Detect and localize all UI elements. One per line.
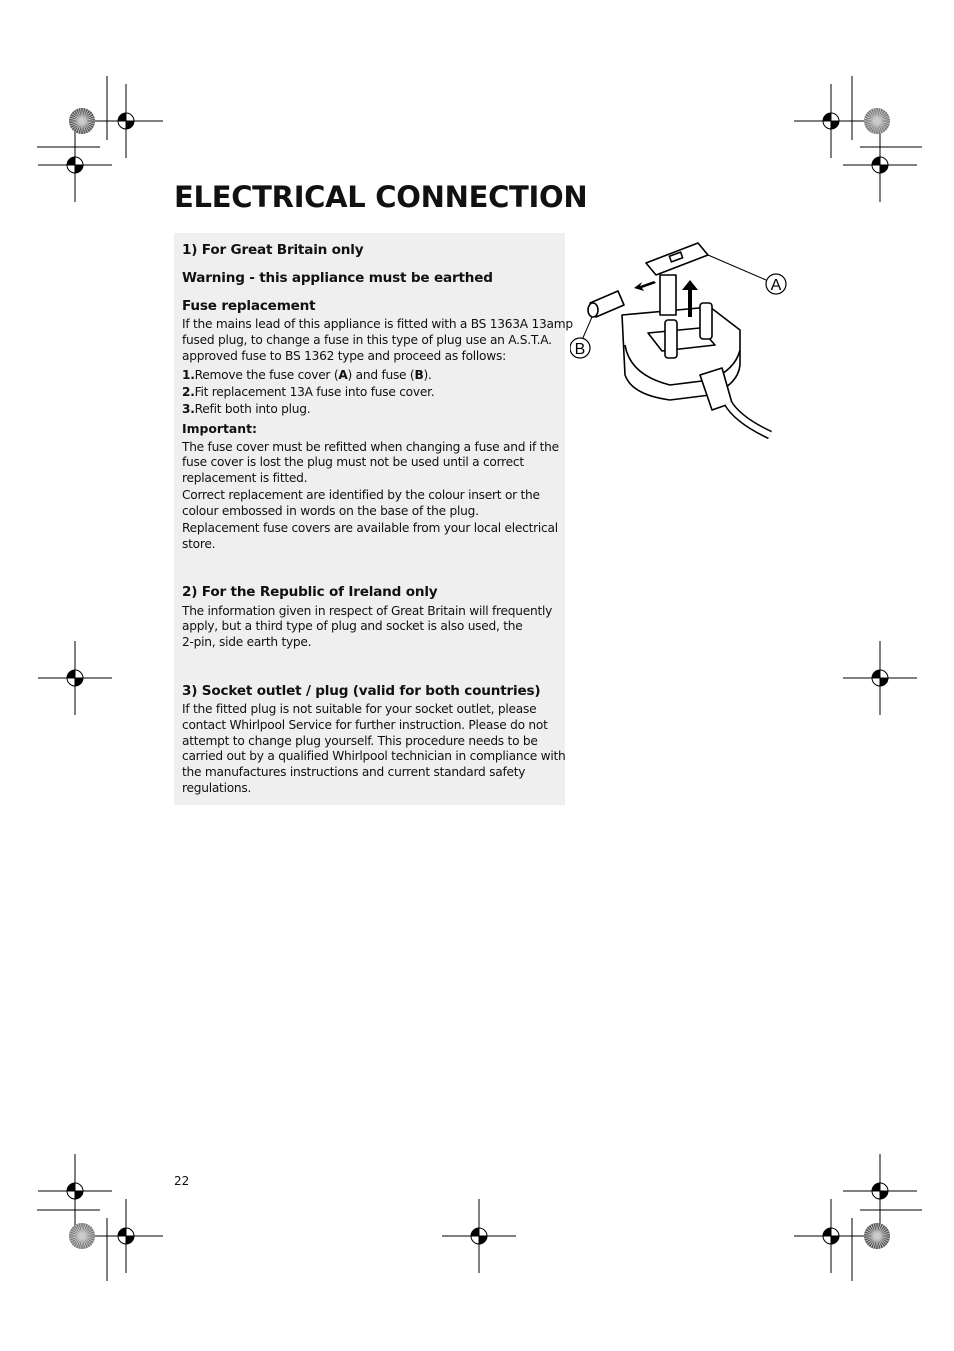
important-line: Replacement fuse covers are available from your local electrical [182, 521, 558, 535]
label-a: A [338, 368, 348, 382]
section-2-line: The information given in respect of Great Britain will frequently [182, 604, 553, 618]
registration-mark-icon [38, 641, 112, 715]
important-line: store. [182, 537, 216, 551]
registration-mark-icon [38, 1154, 112, 1228]
intro-line: fused plug, to change a fuse in this type of plug use an A.S.T.A. [182, 333, 552, 347]
step-1 [182, 368, 432, 384]
registration-mark-icon [794, 84, 868, 158]
section-3-line: contact Whirlpool Service for further instruction. Please do not [182, 718, 548, 732]
warning-heading: Warning - this appliance must be earthed [182, 270, 493, 286]
page-title: ELECTRICAL CONNECTION [174, 180, 588, 214]
registration-mark-icon [89, 1199, 163, 1273]
important-heading: Important: [182, 421, 257, 436]
fuse-replacement-heading: Fuse replacement [182, 298, 316, 314]
intro-line: approved fuse to BS 1362 type and proceed as follows: [182, 349, 506, 363]
registration-mark-icon [843, 641, 917, 715]
callout-b: B [574, 341, 586, 358]
important-line: replacement is fitted. [182, 471, 308, 485]
registration-mark-icon [794, 1199, 868, 1273]
section-2-line: apply, but a third type of plug and socket is also used, the [182, 619, 523, 633]
step-number: 3. [182, 402, 195, 416]
section-2-heading: 2) For the Republic of Ireland only [182, 584, 438, 600]
step-text: ) and fuse ( [347, 368, 415, 382]
step-number: 2. [182, 385, 195, 399]
registration-mark-icon [89, 84, 163, 158]
callout-a: A [770, 277, 782, 294]
page-number: 22 [174, 1174, 190, 1188]
important-line: fuse cover is lost the plug must not be used until a correct [182, 455, 524, 469]
label-b: B [414, 368, 424, 382]
color-target-icon [69, 108, 95, 134]
registration-mark-icon [442, 1199, 516, 1273]
important-line: Correct replacement are identified by the colour insert or the [182, 488, 540, 502]
intro-line: If the mains lead of this appliance is fitted with a BS 1363A 13amp [182, 317, 573, 331]
color-target-icon [69, 1223, 95, 1249]
color-target-icon [864, 1223, 890, 1249]
step-3 [182, 402, 310, 418]
registration-mark-icon [38, 128, 112, 202]
section-3-heading: 3) Socket outlet / plug (valid for both countries) [182, 683, 541, 699]
section-1-heading: 1) For Great Britain only [182, 242, 364, 258]
section-3-line: carried out by a qualified Whirlpool technician in compliance with [182, 749, 566, 763]
important-line: colour embossed in words on the base of the plug. [182, 504, 479, 518]
section-2-line: 2-pin, side earth type. [182, 635, 312, 649]
section-3-line: If the fitted plug is not suitable for your socket outlet, please [182, 702, 537, 716]
step-text: Fit replacement 13A fuse into fuse cover. [194, 385, 435, 399]
step-number: 1. [182, 368, 195, 382]
step-text: Remove the fuse cover ( [194, 368, 339, 382]
important-line: The fuse cover must be refitted when changing a fuse and if the [182, 440, 559, 454]
step-2 [182, 385, 434, 401]
step-text: ). [423, 368, 432, 382]
section-3-line: attempt to change plug yourself. This procedure needs to be [182, 734, 538, 748]
registration-mark-icon [843, 128, 917, 202]
registration-mark-icon [843, 1154, 917, 1228]
section-3-line: the manufactures instructions and current standard safety [182, 765, 526, 779]
step-text: Refit both into plug. [194, 402, 311, 416]
color-target-icon [864, 108, 890, 134]
section-3-line: regulations. [182, 781, 252, 795]
plug-fuse-illustration [570, 235, 800, 445]
